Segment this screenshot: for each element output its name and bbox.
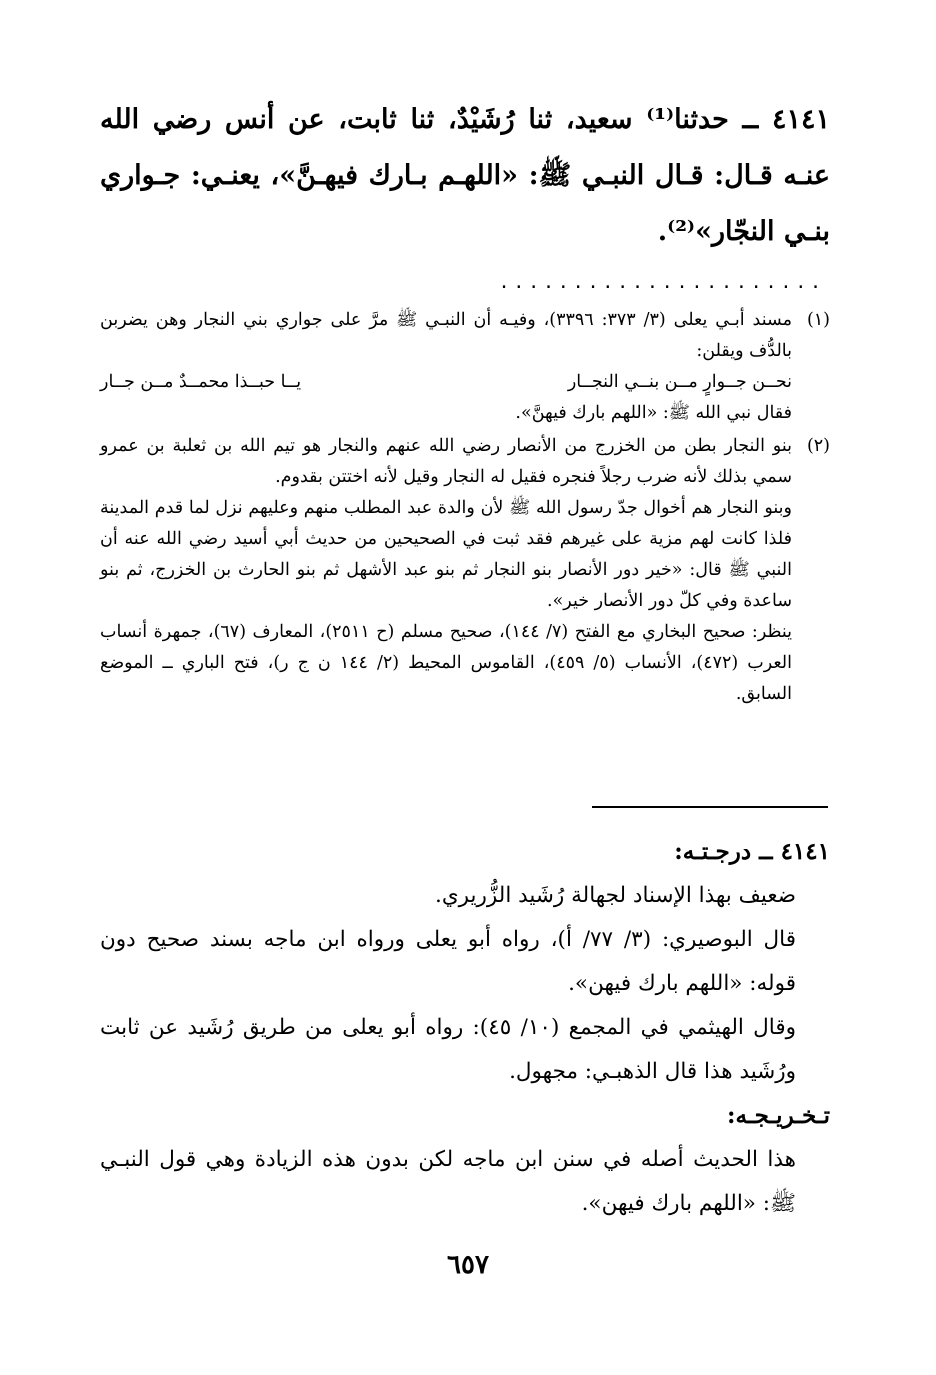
poem-verse: [100, 367, 792, 398]
section-divider: [592, 806, 828, 808]
footnote-paragraph: مسند أبـي يعلى (٣/ ٣٧٣: ٣٣٩٦)، وفيـه أن النبـي ﷺ مرَّ على جواري بني النجار وهن يضربن بالدُّف ويقلن:: [100, 310, 792, 361]
poem-hemistich-2: يــا حبــذا محمــدٌ مــن جــار: [100, 372, 302, 392]
grade-heading: ٤١٤١ ــ درجـتـه:: [674, 838, 830, 865]
busiri-text: قال البوصيري: (٣/ ٧٧/ أ)، رواه أبو يعلى ورواه ابن ماجه بسند صحيح دون قوله: «اللهم بارك فيهن».: [100, 927, 797, 996]
footnote-paragraph: ينظر: صحيح البخاري مع الفتح (٧/ ١٤٤)، صحيح مسلم (ح ٢٥١١)، المعارف (٦٧)، جمهرة أنساب العرب (٤٧٢)، الأنساب (٥/ ٤٥٩)، القاموس المحيط (٢/ ١٤٤ ن ج ر)، فتح الباري ــ الموضع السابق.: [100, 622, 792, 704]
footnote-1: [100, 305, 830, 429]
takhrij-heading: تـخـريـجـه:: [727, 1102, 830, 1129]
footnote-number: (١): [806, 310, 830, 330]
hadith-text: ٤١٤١ ــ حدثنا⁽¹⁾ سعيد، ثنا رُشَيْدٌ، ثنا ثابت، عن أنس رضي الله عنـه قـال: قـال النبـي ﷺ: «اللهـم بـارك فيهـنَّ»، يعنـي: جـواري بنـي النجّار»⁽²⁾.: [100, 104, 830, 247]
poem-hemistich-1: نحــن جــوارٍ مــن بنــي النجــار: [567, 372, 792, 392]
commentary: [100, 830, 830, 1226]
grade-text: ضعيف بهذا الإسناد لجهالة رُشَيد الزُّريري.: [435, 883, 796, 908]
haythami-text: وقال الهيثمي في المجمع (١٠/ ٤٥): رواه أبو يعلى من طريق رُشَيد عن ثابت ورُشَيد هذا قال الذهبـي: مجهول.: [100, 1015, 796, 1084]
takhrij-text: هذا الحديث أصله في سنن ابن ماجه لكن بدون هذه الزيادة وهي قول النبـي ﷺ: «اللهم بارك فيهن».: [100, 1147, 796, 1216]
footnote-paragraph: وبنو النجار هم أخوال جدّ رسول الله ﷺ لأن والدة عبد المطلب منهم وعليهم نزل لما قدم المدينة فلذا كانت لهم مزية على غيرهم فقد ثبت في الصحيحين من حديث أبي أسيد رضي الله عنه أن النبي ﷺ قال: «خير دور الأنصار بنو النجار ثم بنو عبد الأشهل ثم بنو الحارث بن الخزرج، ثم بنو ساعدة وفي كلّ دور الأنصار خير».: [100, 498, 792, 611]
footnote-paragraph: فقال نبي الله ﷺ: «اللهم بارك فيهنَّ».: [515, 403, 792, 423]
footnotes: [100, 305, 830, 710]
page-number: ٦٥٧: [447, 1250, 489, 1280]
footnote-number: (٢): [806, 436, 830, 456]
separator-dots: ......................: [498, 272, 825, 293]
footnote-2: [100, 431, 830, 710]
footnote-paragraph: بنو النجار بطن من الخزرج من الأنصار رضي الله عنهم والنجار هو تيم الله بن ثعلبة بن عمرو سمي بذلك لأنه ضرب رجلاً فنجره فقيل له النجار وقيل لأنه اختتن بقدوم.: [100, 436, 792, 487]
